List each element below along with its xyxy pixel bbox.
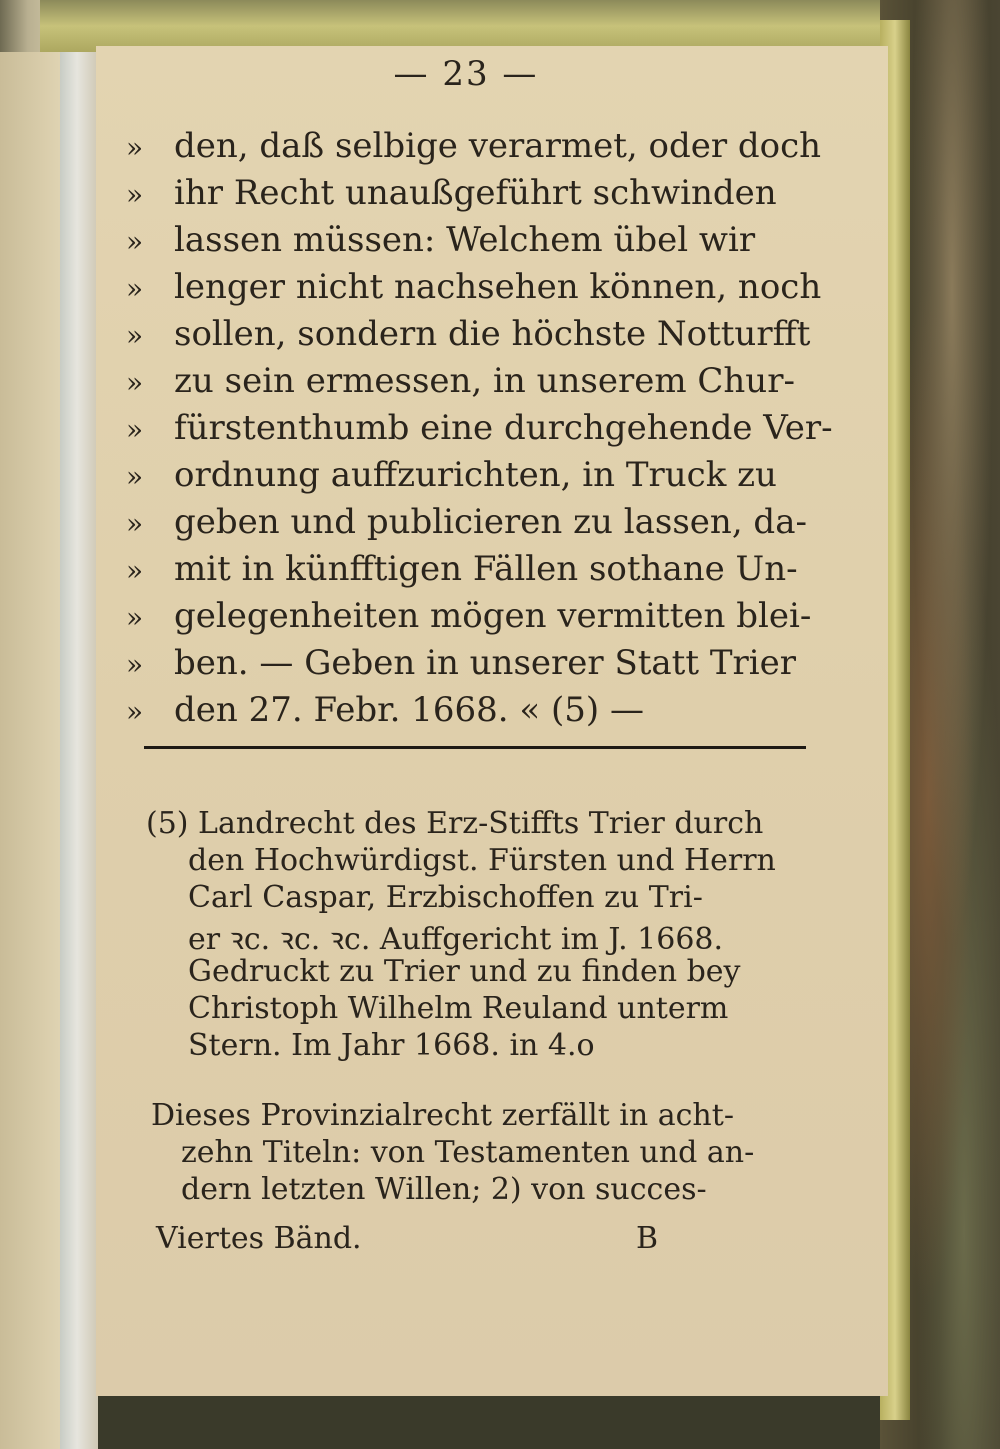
facing-page-edge [0,52,62,1449]
footnote-divider [144,746,806,749]
footnote-line: Carl Caspar, Erzbischoffen zu Tri- [188,880,703,915]
body-paragraph [151,1098,841,1209]
text-line: » ben. — Geben in unserer Statt Trier [126,643,796,683]
text-line: » ordnung auffzurichten, in Truck zu [126,455,777,495]
footnote-line: Gedruckt zu Trier und zu finden bey [188,954,741,989]
text-line: » ihr Recht unaußgeführt schwinden [126,173,777,213]
text-line: » gelegenheiten mögen vermitten blei- [126,596,812,636]
paragraph-line: zehn Titeln: von Testamenten und an- [181,1135,755,1170]
quote-mark: » [126,695,144,728]
footnote-line: den Hochwürdigst. Fürsten und Herrn [188,843,776,878]
footnote-line: (5) Landrecht des Erz-Stiffts Trier durch [146,806,764,841]
quote-mark: » [126,319,144,352]
footnote [146,806,826,1065]
text-line: » geben und publicieren zu lassen, da- [126,502,807,542]
footnote-line: Christoph Wilhelm Reuland unterm [188,991,729,1026]
signature-mark: Viertes Bänd. [156,1221,362,1256]
book-page [96,46,888,1396]
quote-mark: » [126,507,144,540]
text-line: » sollen, sondern die höchste Notturfft [126,314,811,354]
footnote-line: Stern. Im Jahr 1668. in 4.o [188,1028,595,1063]
quote-mark: » [126,460,144,493]
quote-mark: » [126,131,144,164]
paragraph-line: dern letzten Willen; 2) von succes- [181,1172,707,1207]
page-gutter [60,52,98,1449]
text-line: » zu sein ermessen, in unserem Chur- [126,361,795,401]
quote-mark: » [126,413,144,446]
paragraph-line: Dieses Provinzialrecht zerfällt in acht- [151,1098,734,1133]
quoted-text-block [126,126,846,737]
text-line: » den 27. Febr. 1668. « (5) — [126,690,644,730]
text-line: » fürstenthumb eine durchgehende Ver- [126,408,833,448]
text-line: » lenger nicht nachsehen können, noch [126,267,822,307]
footnote-line: er ꝛc. ꝛc. ꝛc. Auffgericht im J. 1668. [188,922,724,957]
quote-mark: » [126,648,144,681]
gathering-letter: B [636,1221,659,1256]
quote-mark: » [126,601,144,634]
quote-mark: » [126,178,144,211]
page-number: — 23 — [393,54,539,94]
text-line: » den, daß selbige verarmet, oder doch [126,126,822,166]
quote-mark: » [126,554,144,587]
text-line: » mit in künfftigen Fällen sothane Un- [126,549,798,589]
quote-mark: » [126,366,144,399]
text-line: » lassen müssen: Welchem übel wir [126,220,756,260]
quote-mark: » [126,225,144,258]
quote-mark: » [126,272,144,305]
